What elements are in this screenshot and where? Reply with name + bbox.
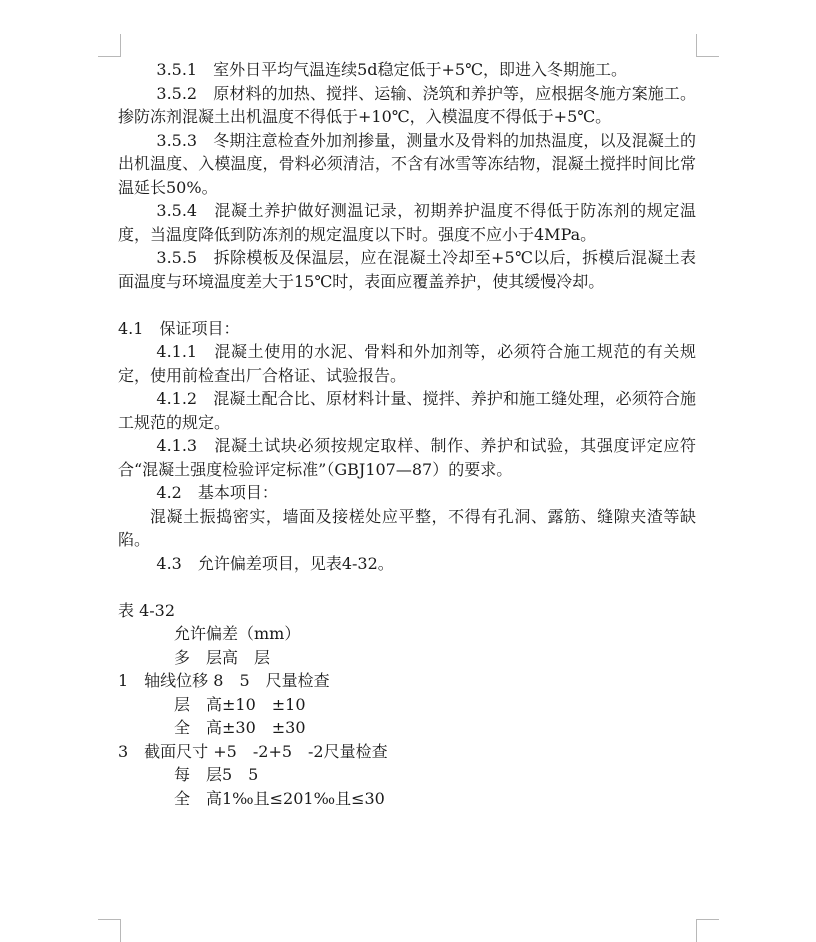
paragraph-4-1-1: 4.1.1 混凝土使用的水泥、骨料和外加剂等，必须符合施工规范的有关规定，使用前检查出厂合格证、试验报告。 [118, 342, 696, 385]
paragraph-4-1-2: 4.1.2 混凝土配合比、原材料计量、搅拌、养护和施工缝处理，必须符合施工规范的规定。 [118, 389, 696, 432]
paragraph-3-5-4: 3.5.4 混凝土养护做好测温记录，初期养护温度不得低于防冻剂的规定温度，当温度降低到防冻剂的规定温度以下时。强度不应小于4MPa。 [118, 201, 696, 244]
paragraph-3-5-5: 3.5.5 拆除模板及保温层，应在混凝土冷却至+5℃以后，拆模后混凝土表面温度与环境温度差大于15℃时，表面应覆盖养护，使其缓慢冷却。 [118, 248, 696, 291]
table-row-per-story: 每 层5 5 [174, 765, 259, 784]
paragraph-3-5-1: 3.5.1 室外日平均气温连续5d稳定低于+5℃，即进入冬期施工。 [156, 60, 628, 79]
paragraph-3-5-3: 3.5.3 冬期注意检查外加剂掺量，测量水及骨料的加热温度，以及混凝土的出机温度、入模温度，骨料必须清洁，不含有冰雪等冻结物，混凝土搅拌时间比常温延长50%。 [118, 130, 696, 197]
table-row-total-height: 全 高±30 ±30 [174, 718, 306, 737]
blank-line [118, 293, 696, 317]
page-corner-mark-top-left [98, 34, 121, 57]
heading-4-1: 4.1 保证项目： [118, 318, 240, 338]
paragraph-4-2: 混凝土振捣密实，墙面及接槎处应平整，不得有孔洞、露筋、缝隙夹渣等缺陷。 [118, 506, 696, 549]
page-corner-mark-top-right [696, 34, 719, 57]
table-header-tolerance: 允许偏差（mm） [174, 624, 301, 643]
blank-line [118, 575, 696, 599]
paragraph-4-1-3: 4.1.3 混凝土试块必须按规定取样、制作、养护和试验，其强度评定应符合“混凝土强度检验评定标准”（GBJ107—87）的要求。 [118, 436, 696, 479]
table-title: 表 4-32 [118, 600, 176, 620]
paragraph-3-5-2: 3.5.2 原材料的加热、搅拌、运输、浇筑和养护等，应根据冬施方案施工。掺防冻剂混凝土出机温度不得低于+10℃，入模温度不得低于+5℃。 [118, 83, 696, 126]
table-row-section-size: 3 截面尺寸 +5 -2+5 -2尺量检查 [118, 741, 388, 761]
table-header-building-type: 多 层高 层 [174, 647, 271, 667]
document-body [118, 58, 696, 810]
page-corner-mark-bottom-left [98, 919, 121, 942]
table-row-axis-offset: 1 轴线位移 8 5 尺量检查 [118, 671, 330, 690]
table-row-full-height: 全 高1‰且≤201‰且≤30 [174, 788, 385, 808]
page-corner-mark-bottom-right [696, 919, 719, 942]
table-row-story-height: 层 高±10 ±10 [174, 694, 306, 714]
heading-4-2: 4.2 基本项目： [156, 483, 278, 502]
paragraph-4-3: 4.3 允许偏差项目，见表4-32。 [156, 553, 394, 573]
